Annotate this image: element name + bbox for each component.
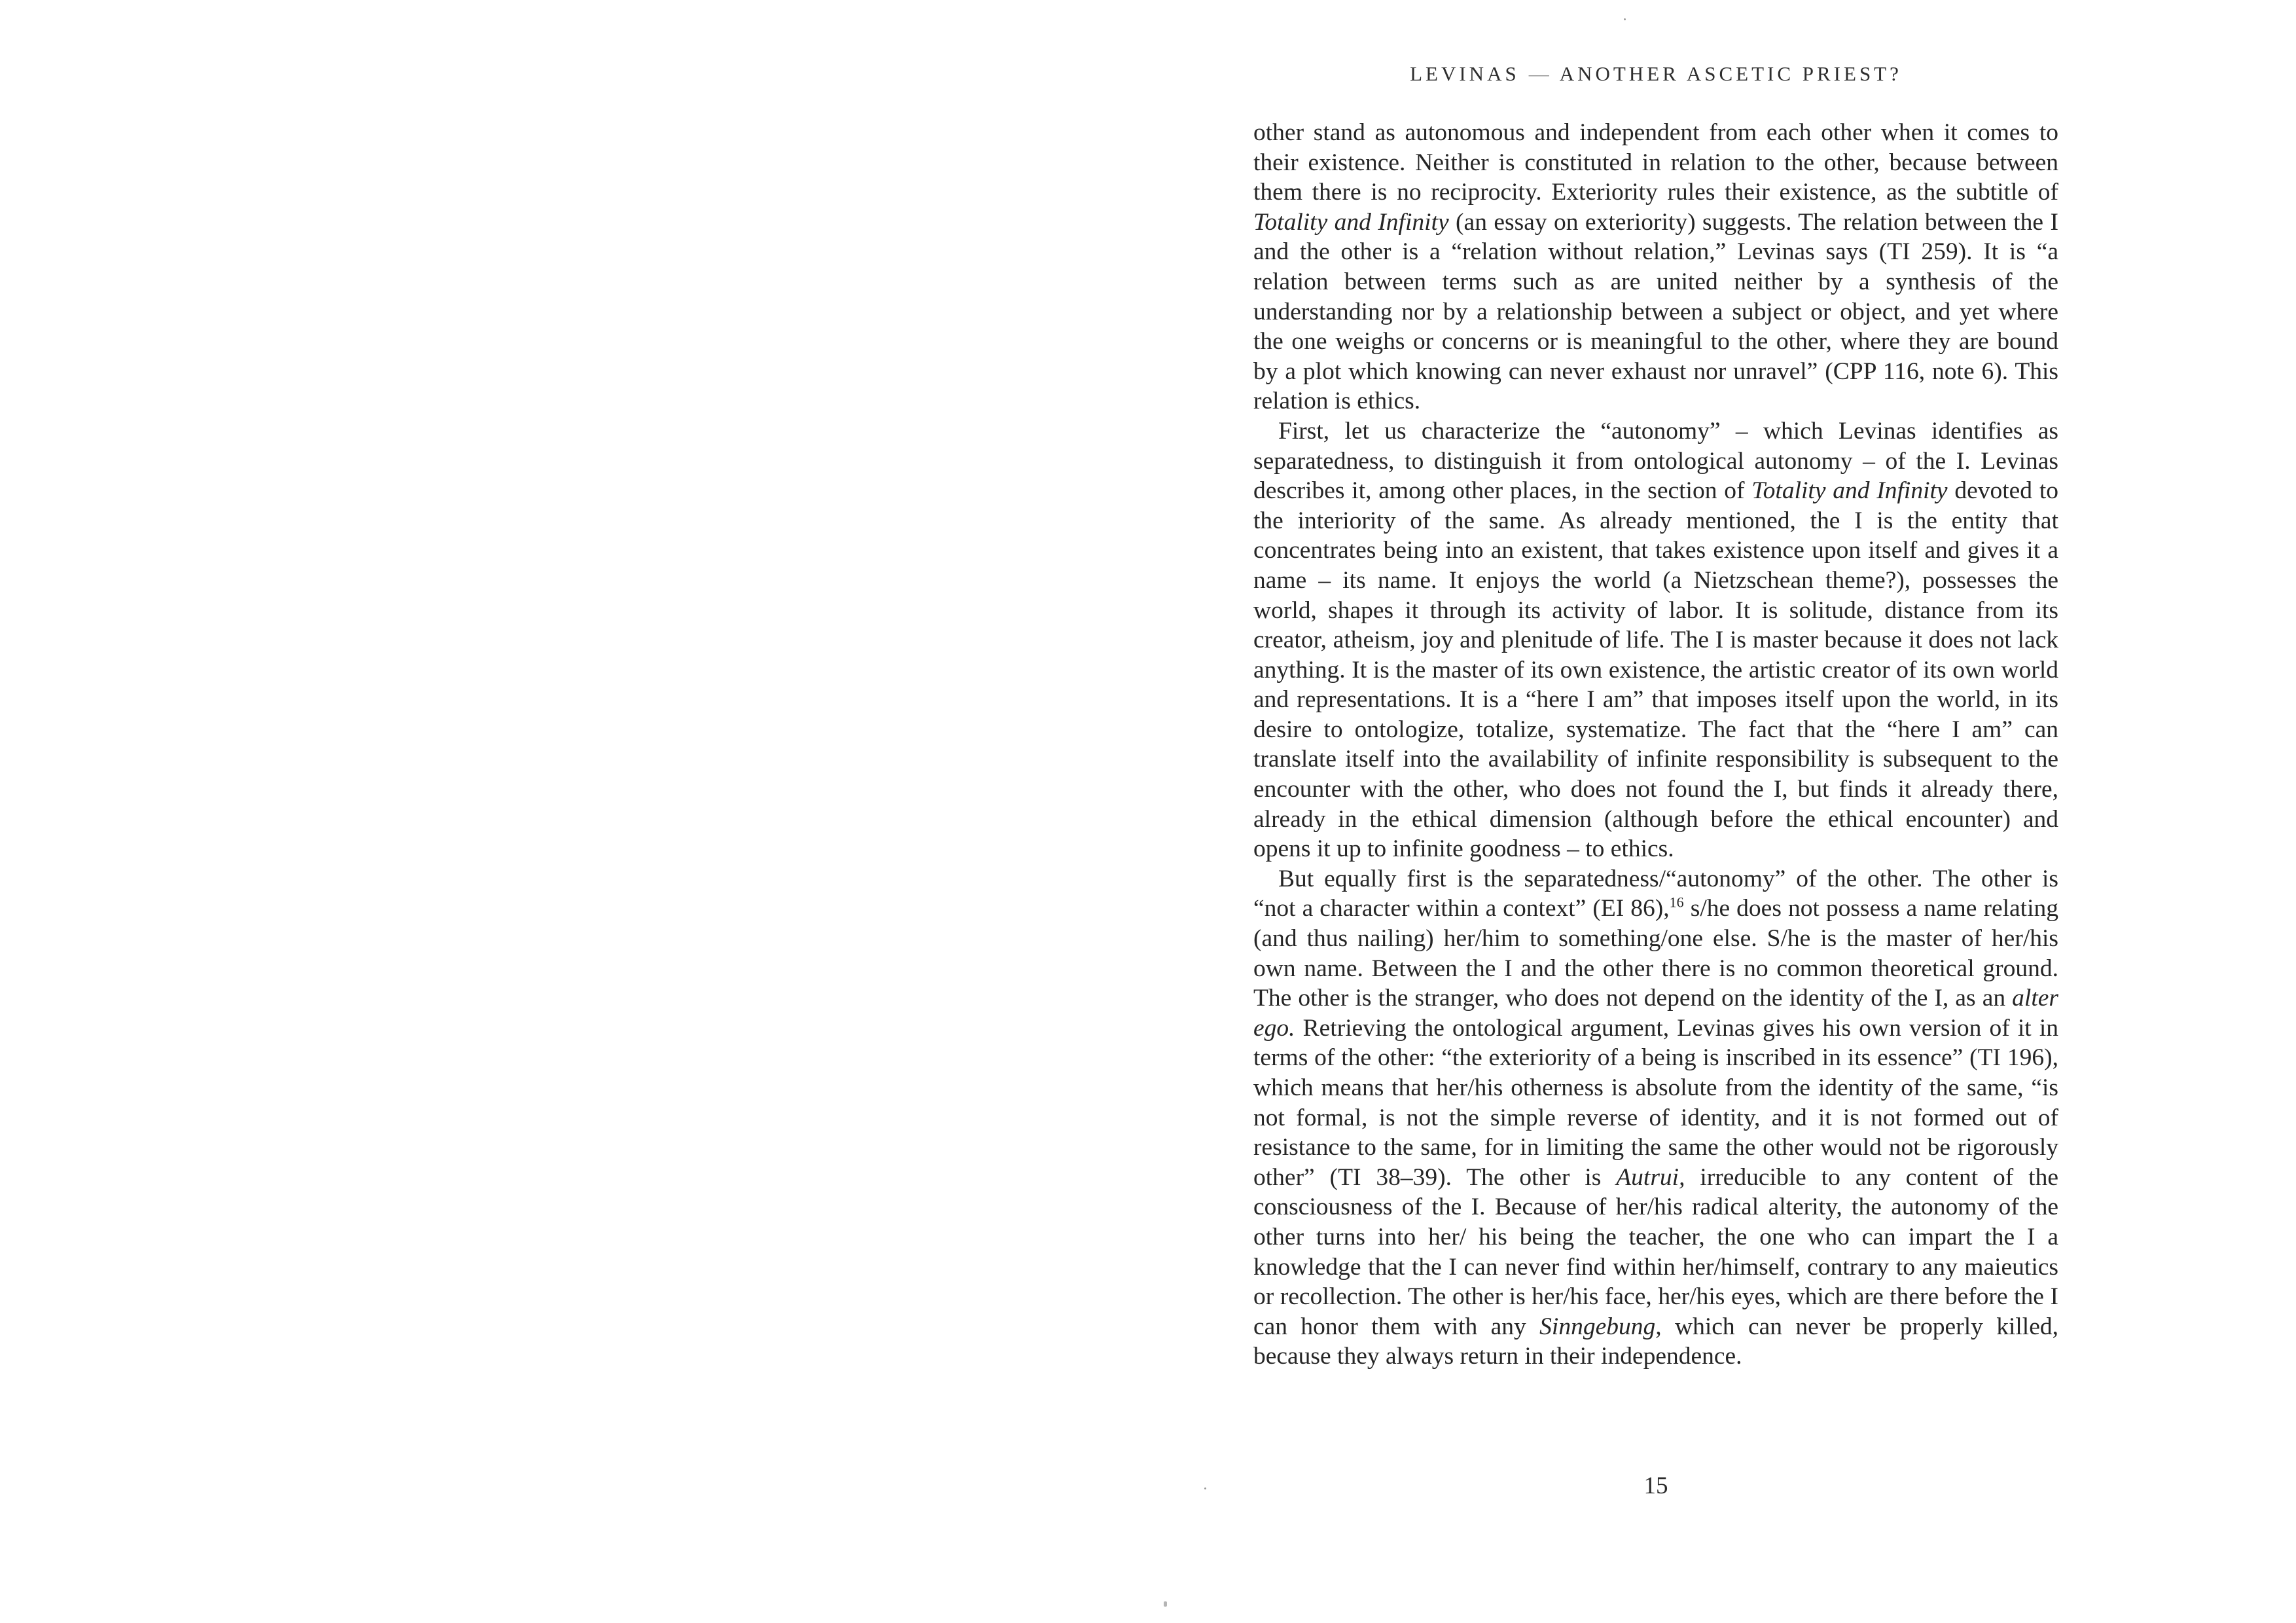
italic-phrase: Sinngebung, (1539, 1313, 1662, 1340)
paragraph (1253, 118, 2058, 416)
text-run: irreducible to any content of the consciousness of the I. Because of her/his radical alterity, the autonomy of the other turns into her/ his being the teacher, the one who can impart the I a knowledge that the I can never find within her/himself, contrary to any maieutics or recollection. The other is her/his face, her/his eyes, which are there before the I can honor them with any (1253, 1163, 2058, 1340)
text-run: But equally first is the separatedness/“autonomy” of the other. The other is “not a character within a context” (EI 86), (1253, 865, 2058, 922)
italic-phrase: Totality and Infinity (1751, 477, 1948, 505)
paragraph (1253, 864, 2058, 1372)
text-run: other stand as autonomous and independent from each other when it comes to their existence. Neither is constituted in relation to the other, because between them there is no reciprocity. Exteriority rules their existence, as the subtitle of (1253, 119, 2058, 206)
text-run: devoted to the interiority of the same. As already mentioned, the I is the entity that concentrates being into an existent, that takes existence upon itself and gives it a name – its name. It enjoys the world (a Nietzschean theme?), possesses the world, shapes it through its activity of labor. It is solitude, distance from its creator, atheism, joy and plenitude of life. The I is master because it does not lack anything. It is the master of its own existence, the artistic creator of its own world and representations. It is a “here I am” that imposes itself upon the world, in its desire to ontologize, totalize, systematize. The fact that the “here I am” can translate itself into the availability of infinite responsibility is subsequent to the encounter with the other, who does not found the I, but finds it already there, already in the ethical dimension (although before the ethical encounter) and opens it up to infinite goodness – to ethics. (1253, 477, 2058, 863)
running-head-title: ANOTHER ASCETIC PRIEST? (1559, 62, 1902, 85)
scan-speck (1624, 18, 1626, 20)
page-number: 15 (1643, 1472, 1668, 1499)
text-run: First, let us characterize the “autonomy” – which Levinas identifies as separatedness, to distinguish it from ontological autonomy – of the I. Levinas describes it, among other places, in the section of (1253, 417, 2058, 505)
scan-speck (1164, 1601, 1167, 1607)
text-run: Retrieving the ontological argument, Levinas gives his own version of it in terms of the other: “the exteriority of a being is inscribed in its essence” (TI 196), which means that her/his otherness is absolute from the identity of the same, “is not formal, is not the simple reverse of identity, and it is not formed out of resistance to the same, for in limiting the same the other would not be rigorously other” (TI 38–39). The other is (1253, 1014, 2058, 1191)
paragraph (1253, 416, 2058, 864)
italic-phrase: Totality and Infinity (1253, 208, 1449, 236)
scan-speck (1204, 1487, 1206, 1489)
text-run: (an essay on exteriority) suggests. The relation between the I and the other is a “relation without relation,” Levinas says (TI 259). It is “a relation between terms such as are united neither by a synthesis of the understanding nor by a relationship between a subject or object, and yet where the one weighs or concerns or is meaningful to the other, where they are bound by a plot which knowing can never exhaust nor unravel” (CPP 116, note 6). This relation is ethics. (1253, 208, 2058, 415)
running-head-separator: — (1528, 62, 1551, 85)
text-run: s/he does not possess a name relating (and thus nailing) her/him to something/one else. S/he is the master of her/his own name. Between the I and the other there is no common theoretical ground. The other is the stranger, who does not depend on the identity of the I, as an (1253, 895, 2058, 1012)
running-head-author: LEVINAS (1410, 62, 1520, 85)
body-text (1253, 118, 2058, 1372)
running-head (1253, 62, 2058, 86)
italic-phrase: alter ego. (1253, 985, 2058, 1042)
footnote-marker: 16 (1669, 894, 1684, 911)
text-run: which can never be properly killed, because they always return in their independence. (1253, 1313, 2058, 1370)
italic-phrase: Autrui, (1616, 1163, 1685, 1191)
